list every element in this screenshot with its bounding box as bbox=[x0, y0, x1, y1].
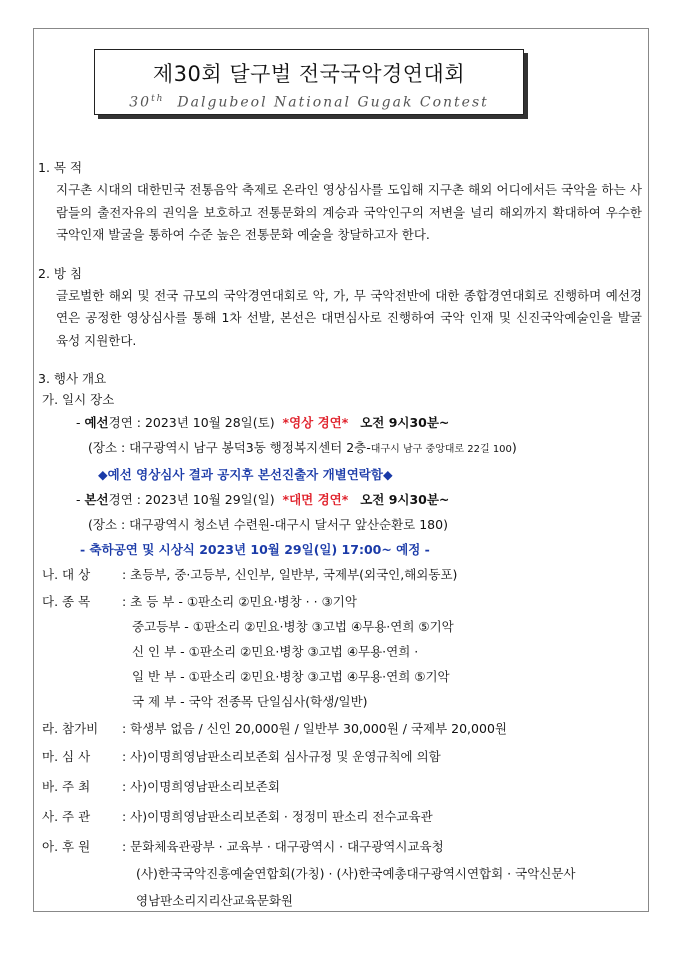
sponsor-value: 영남판소리지리산교육문화원 bbox=[136, 893, 293, 908]
prelim-label: 예선 bbox=[84, 415, 109, 430]
target-value: : 초등부, 중·고등부, 신인부, 일반부, 국제부(외국인,해외동포) bbox=[122, 567, 458, 582]
title-english-number: 30 bbox=[129, 94, 152, 111]
host-value: : 사)이명희영남판소리보존회 bbox=[122, 779, 280, 794]
sponsor-value: : 문화체육관광부 · 교육부 · 대구광역시 · 대구광역시교육청 bbox=[122, 839, 444, 854]
prelim-notice: ◆예선 영상심사 결과 공지후 본선진출자 개별연락함◆ bbox=[98, 467, 393, 482]
title-english-text: Dalgubeol National Gugak Contest bbox=[177, 94, 489, 111]
section-heading: 1. 목 적 bbox=[38, 160, 83, 175]
title-english bbox=[95, 94, 523, 111]
venue-text: (장소 : 대구광역시 남구 봉덕3동 행정복지센터 2층- bbox=[88, 440, 371, 455]
category-row: 국 제 부 - 국악 전종목 단일심사(학생/일반) bbox=[132, 694, 368, 709]
final-line bbox=[38, 487, 642, 512]
title-korean: 제30회 달구벌 전국국악경연대회 bbox=[152, 62, 466, 86]
title-english-suffix: th bbox=[151, 94, 165, 104]
prelim-time: 오전 9시30분~ bbox=[360, 415, 450, 430]
host-label: 바. 주 최 bbox=[42, 779, 91, 794]
organizer-line bbox=[38, 804, 642, 829]
judging-line bbox=[38, 744, 642, 769]
section-paragraph: 지구촌 시대의 대한민국 전통음악 축제로 온라인 영상심사를 도입해 지구촌 해외 어디에서든 국악을 하는 사람들의 출전자유의 권익을 보호하고 전통문화의 계승과 국악인구의 저변을 널리 해외까지 확대하여 우수한 국악인재 발굴을 통하여 수준 높은 전통문화 예술을 창달하고자 한다. bbox=[56, 182, 642, 242]
document-body bbox=[38, 157, 642, 913]
category-row: : 초 등 부 - ①판소리 ②민요·병창 · · ③기악 bbox=[122, 594, 357, 609]
target-label: 나. 대 상 bbox=[42, 567, 91, 582]
category-row: 신 인 부 - ①판소리 ②민요·병창 ③고법 ④무용·연희 · bbox=[132, 644, 419, 659]
document-page bbox=[33, 28, 649, 912]
fee-value: : 학생부 없음 / 신인 20,000원 / 일반부 30,000원 / 국제부 20,000원 bbox=[122, 721, 507, 736]
organizer-value: : 사)이명희영남판소리보존회 · 정정미 판소리 전수교육관 bbox=[122, 809, 433, 824]
dash: - bbox=[76, 492, 85, 507]
category-label: 다. 종 목 bbox=[42, 594, 91, 609]
category-row: 일 반 부 - ①판소리 ②민요·병창 ③고법 ④무용·연희 ⑤기악 bbox=[132, 669, 450, 684]
section-paragraph: 글로벌한 해외 및 전국 규모의 국악경연대회로 악, 가, 무 국악전반에 대한 종합경연대회로 진행하며 예선경연은 공정한 영상심사를 통해 1차 선발, 본선은 대면심사로 진행하여 국악 인재 및 신진국악예술인을 발굴 육성 지원한다. bbox=[56, 287, 642, 348]
category-line bbox=[38, 589, 642, 614]
schedule-heading: 가. 일시 장소 bbox=[42, 392, 115, 407]
prelim-venue bbox=[38, 435, 642, 462]
sponsor-value: (사)한국국악진흥예술연합회(가칭) · (사)한국예총대구광역시연합회 · 국악신문사 bbox=[136, 866, 576, 881]
dash: - bbox=[76, 415, 85, 430]
prelim-line bbox=[38, 410, 642, 435]
section-overview bbox=[38, 368, 642, 913]
final-venue: (장소 : 대구광역시 청소년 수련원-대구시 달서구 앞산순환로 180) bbox=[88, 517, 448, 532]
final-type: *대면 경연* bbox=[282, 492, 349, 507]
ceremony-line: - 축하공연 및 시상식 2023년 10월 29일(일) 17:00~ 예정 - bbox=[80, 542, 430, 557]
organizer-label: 사. 주 관 bbox=[42, 809, 91, 824]
section-heading: 3. 행사 개요 bbox=[38, 371, 107, 386]
judging-label: 마. 심 사 bbox=[42, 749, 91, 764]
section-heading: 2. 방 침 bbox=[38, 265, 83, 281]
final-time: 오전 9시30분~ bbox=[360, 492, 450, 507]
judging-value: : 사)이명희영남판소리보존회 심사규정 및 운영규칙에 의함 bbox=[122, 749, 441, 764]
final-date: 경연 : 2023년 10월 29일(일) bbox=[108, 492, 275, 507]
host-line bbox=[38, 774, 642, 799]
prelim-date: 경연 : 2023년 10월 28일(토) bbox=[108, 415, 275, 430]
fee-label: 라. 참가비 bbox=[42, 721, 99, 736]
prelim-type: *영상 경연* bbox=[282, 415, 349, 430]
sponsor-label: 아. 후 원 bbox=[42, 839, 91, 854]
venue-close: ) bbox=[511, 440, 517, 455]
category-row: 중고등부 - ①판소리 ②민요·병창 ③고법 ④무용·연희 ⑤기악 bbox=[132, 619, 454, 634]
title-box bbox=[94, 49, 524, 115]
section-policy bbox=[38, 263, 642, 353]
section-purpose bbox=[38, 157, 642, 247]
sponsor-line bbox=[38, 834, 642, 859]
fee-line bbox=[38, 716, 642, 741]
venue-address: 대구시 남구 중앙대로 22길 100 bbox=[370, 444, 512, 455]
final-label: 본선 bbox=[84, 492, 109, 507]
target-line bbox=[38, 562, 642, 587]
